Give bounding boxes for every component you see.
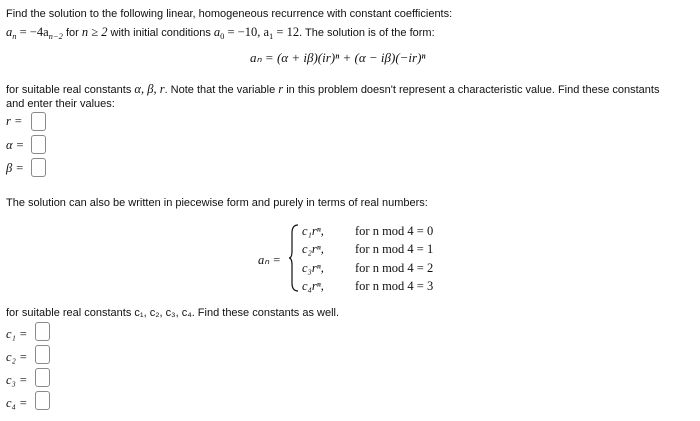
case-cond-2: for n mod 4 = 2 [355, 261, 434, 275]
beta-label: β = [6, 161, 24, 175]
left-brace-icon [288, 223, 300, 293]
constants-paragraph-line1: for suitable real constants α, β, r. Note that the variable r in this problem doesn't represent a characteristic value. Find these constants [6, 82, 660, 96]
case-cond-3: for n mod 4 = 3 [355, 279, 434, 293]
case-expr-0: c₁rⁿ, [302, 224, 324, 238]
c1-label: c₁ = [6, 327, 28, 341]
c1-input[interactable] [35, 322, 50, 341]
constants-paragraph-line2: and enter their values: [6, 98, 115, 110]
beta-input[interactable] [31, 158, 46, 177]
case-expr-2: c₃rⁿ, [302, 261, 324, 275]
c2-input[interactable] [35, 345, 50, 364]
r-label: r = [6, 114, 23, 128]
c4-label: c₄ = [6, 396, 28, 410]
recurrence-line: $a_n = -4a_{n-2}$ for n ≥ 2 with initial conditions $a_0 = -10$, $a_1 = 12$. The solution is of the form: [6, 25, 435, 41]
case-cond-1: for n mod 4 = 1 [355, 242, 434, 256]
piecewise-lhs: aₙ = [258, 253, 281, 267]
problem-intro: Find the solution to the following linear, homogeneous recurrence with constant coefficients: [6, 8, 453, 20]
c3-input[interactable] [35, 368, 50, 387]
case-expr-1: c₂rⁿ, [302, 242, 324, 256]
alpha-label: α = [6, 138, 25, 152]
solution-form: aₙ = (α + iβ)(ir)ⁿ + (α − iβ)(−ir)ⁿ [250, 50, 426, 65]
c3-label: c₃ = [6, 373, 28, 387]
case-expr-3: c₄rⁿ, [302, 279, 324, 293]
recurrence-lhs: $a_n$ [6, 25, 17, 41]
alpha-input[interactable] [31, 135, 46, 154]
recurrence-rhs: = $-4a_{n-2}$ [19, 25, 63, 41]
piecewise-intro: The solution can also be written in piecewise form and purely in terms of real numbers: [6, 197, 428, 209]
c2-label: c₂ = [6, 350, 28, 364]
initial-conditions: $a_0 = -10$, $a_1 = 12$ [213, 25, 300, 41]
case-cond-0: for n mod 4 = 0 [355, 224, 434, 238]
constants2-text: for suitable real constants c₁, c₂, c₃, c₄. Find these constants as well. [6, 307, 340, 319]
r-input[interactable] [31, 112, 46, 131]
recurrence-condition: n ≥ 2 [81, 25, 108, 39]
c4-input[interactable] [35, 391, 50, 410]
